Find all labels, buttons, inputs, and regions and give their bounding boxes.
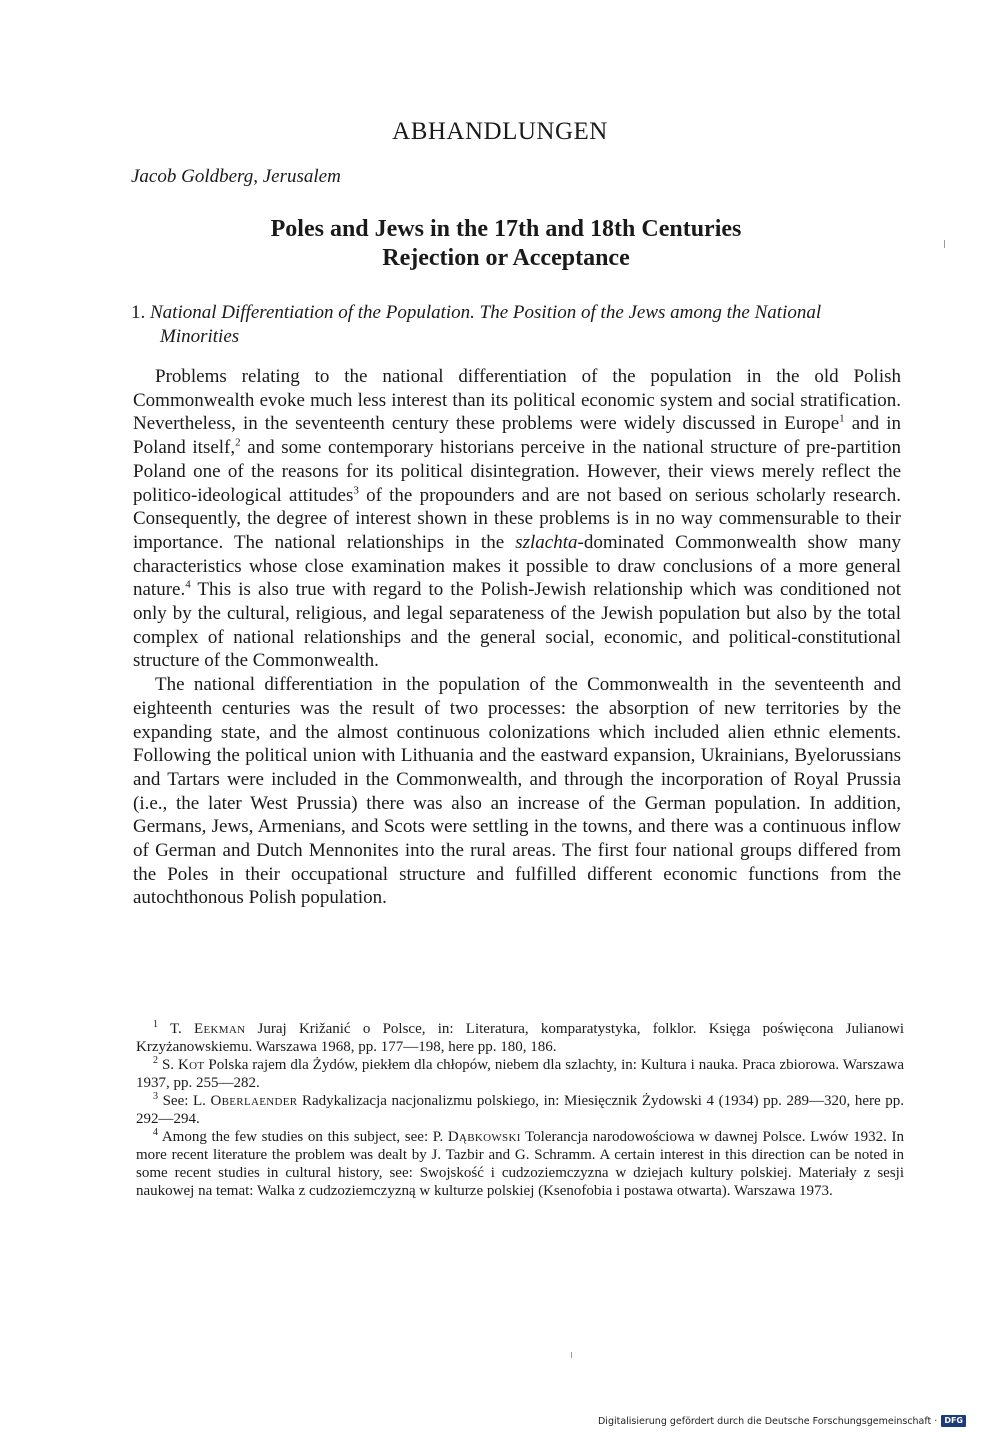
footnote-4-pre: Among the few studies on this subject, see: P.: [158, 1129, 448, 1145]
footnote-3-mark: 3: [153, 1091, 158, 1102]
footnote-3-text: Radykalizacja nacjonalizmu polskiego, in: Miesięcznik Żydowski 4 (1934) pp. 289—320, here pp. 292—294.: [136, 1093, 904, 1127]
footnote-1-text: Juraj Križanić o Polsce, in: Literatura, komparatystyka, folklor. Księga poświęcona Julianowi Krzyżanowskiemu. Warszawa 1968, pp. 177—198, here pp. 180, 186.: [136, 1021, 904, 1055]
p1-part-d: of the propounders and are not based on serious scholarly research. Consequently, the degree of interest shown in these problems is in no way commensurable to their importance. The national relationships in the: [133, 484, 901, 553]
footnote-3-author: Oberlaender: [210, 1093, 298, 1109]
footnote-1: [136, 1020, 904, 1056]
scan-artifact-mark: [944, 240, 945, 248]
footnote-1-pre: T.: [158, 1021, 195, 1037]
footnote-ref-4: 4: [185, 579, 191, 591]
italic-term-szlachta: szlachta: [515, 531, 578, 553]
subsection-heading: [131, 301, 903, 349]
footnote-4: [136, 1128, 904, 1200]
p1-part-f: This is also true with regard to the Polish-Jewish relationship which was conditioned not only by the cultural, religious, and legal separateness of the Jewish population but also by the total complex of national relationships and the general social, economic, and political-constitutional structure of the Commonwealth.: [133, 579, 901, 672]
title-line-2: Rejection or Acceptance: [382, 245, 630, 271]
footnote-4-text: Tolerancja narodowościowa w dawnej Polsce. Lwów 1932. In more recent literature the problem was dealt by J. Tazbir and G. Schramm. A certain interest in this direction can be noted in some recent studies in cultural history, see: Swojskość i cudzoziemczyzna w dziejach kultury polskiej. Materiały z sesji naukowej na temat: Walka z cudzoziemczyzną w kulturze polskiej (Ksenofobia i postawa otwarta). Warszawa 1973.: [136, 1129, 905, 1199]
footnote-2: [136, 1056, 904, 1092]
footnote-1-author: Eekman: [194, 1021, 246, 1037]
footnote-3: [136, 1092, 904, 1128]
paragraph-2: The national differentiation in the population of the Commonwealth in the seventeenth and eighteenth centuries was the result of two processes: the absorption of new territories by the expanding state, and the almost continuous colonizations which included alien ethnic elements. Following the political union with Lithuania and the eastward expansion, Ukrainians, Byelorussians and Tartars were included in the Commonwealth, and through the incorporation of Royal Prussia (i.e., the later West Prussia) there was also an increase of the German population. In addition, Germans, Jews, Armenians, and Scots were settling in the towns, and there was a continuous inflow of German and Dutch Mennonites into the rural areas. The first four national groups differed from the Poles in their occupational structure and fulfilled different economic functions from the autochthonous Polish population.: [133, 674, 901, 909]
paragraph-1: [133, 365, 901, 673]
footnote-2-text: Polska rajem dla Żydów, piekłem dla chłopów, niebem dla szlachty, in: Kultura i nauka. Praca zbiorowa. Warszawa 1937, pp. 255—282.: [136, 1057, 905, 1091]
dfg-logo-icon: DFG: [941, 1415, 966, 1427]
credit-text: Digitalisierung gefördert durch die Deutsche Forschungsgemeinschaft ·: [597, 1415, 938, 1427]
body-text: [133, 365, 901, 910]
p1-part-e: -dominated Commonwealth show many characteristics whose close examination makes it possible to draw conclusions of a more general nature.: [133, 531, 902, 601]
subsection-number: 1.: [131, 302, 146, 323]
footnote-ref-3: 3: [353, 484, 359, 497]
footnote-4-author: Dąbkowski: [447, 1129, 521, 1145]
section-heading: ABHANDLUNGEN: [392, 118, 608, 145]
title-line-1: Poles and Jews in the 17th and 18th Centuries: [270, 216, 742, 242]
footnote-3-pre: See: L.: [158, 1093, 211, 1109]
footnote-2-author: Kot: [178, 1057, 205, 1073]
subsection-text-line-1: National Differentiation of the Population. The Position of the Jews among the National: [150, 302, 822, 323]
p1-part-a: Problems relating to the national differentiation of the population in the old Polish Commonwealth evoke much less interest than its political economic system and social stratification. Nevertheless, in the seventeenth century these problems were widely discussed in Europe: [133, 366, 901, 435]
p1-part-b: and in Poland itself,: [133, 413, 901, 459]
footnote-ref-2: 2: [235, 436, 241, 449]
footnote-ref-1: 1: [839, 413, 845, 426]
footnotes: [136, 1020, 904, 1200]
p1-part-c: and some contemporary historians perceive in the national structure of pre-partition Poland one of the reasons for its political disintegration. However, their views merely reflect the politico-ideological attitudes: [133, 437, 901, 506]
footnote-4-mark: 4: [153, 1127, 158, 1138]
footnote-2-pre: S.: [158, 1057, 178, 1073]
digitization-credit: [598, 1415, 966, 1427]
scan-artifact-mark: [571, 1352, 572, 1358]
footnote-1-mark: 1: [153, 1019, 158, 1030]
subsection-text-line-2: Minorities: [160, 326, 240, 347]
author-line: Jacob Goldberg, Jerusalem: [131, 166, 341, 187]
article-title: [0, 215, 1000, 273]
footnote-2-mark: 2: [153, 1055, 158, 1066]
